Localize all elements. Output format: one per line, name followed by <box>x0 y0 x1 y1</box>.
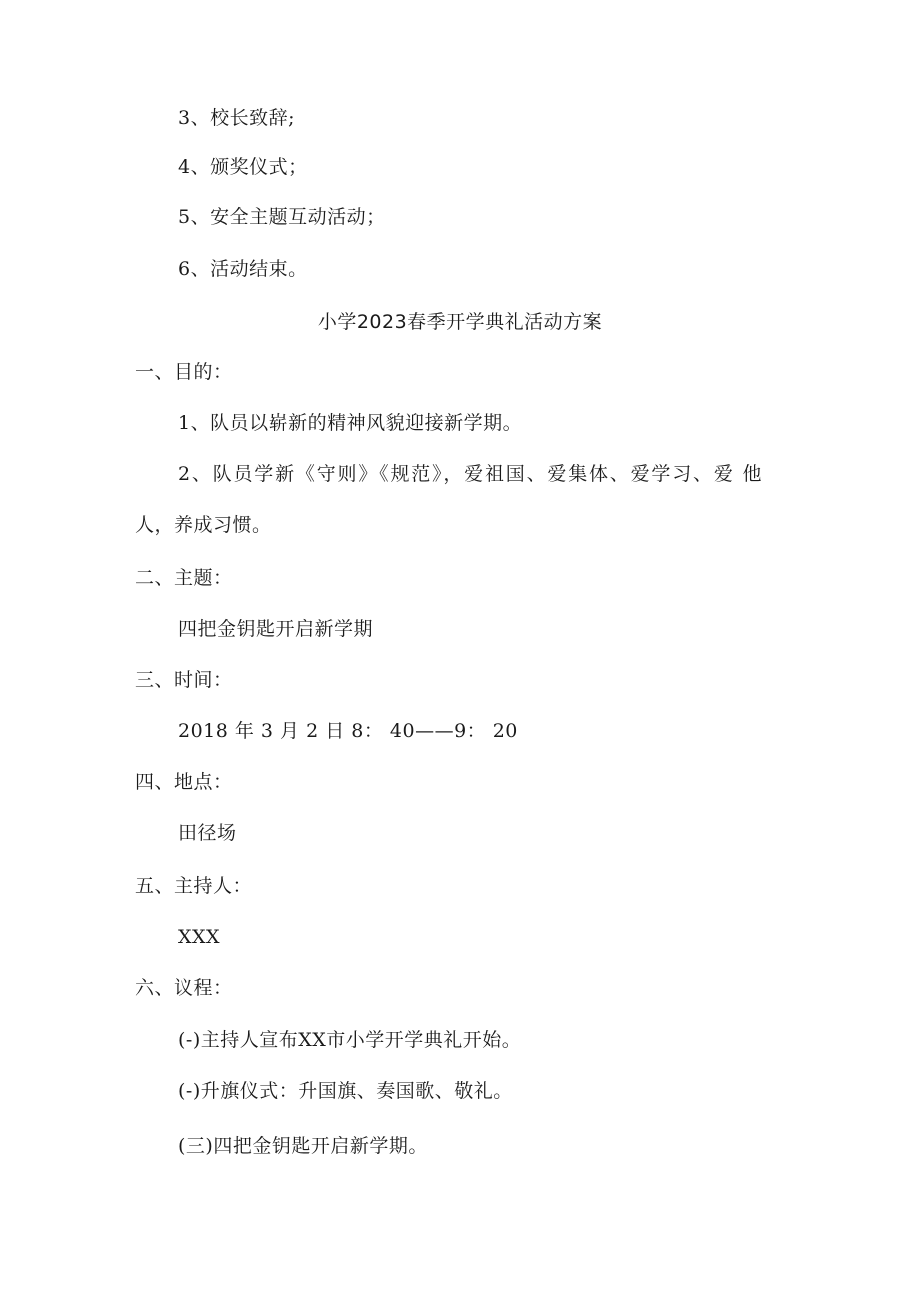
purpose-item-1: 1、队员以崭新的精神风貌迎接新学期。 <box>178 412 523 434</box>
theme-content: 四把金钥匙开启新学期 <box>178 618 374 640</box>
purpose-item-2-line-1: 2、队员学新《守则》《规范》，爱祖国、爱集体、爱学习、爱 他 <box>178 463 762 485</box>
section-theme-heading: 二、主题： <box>135 567 233 589</box>
previous-list-item-6: 6、活动结束。 <box>178 258 308 280</box>
previous-list-item-3: 3、校长致辞; <box>178 107 295 129</box>
section-place-heading: 四、地点： <box>135 771 233 793</box>
agenda-item-3: (三)四把金钥匙开启新学期。 <box>178 1135 428 1157</box>
place-content: 田径场 <box>178 822 237 844</box>
document-title: 小学2023春季开学典礼活动方案 <box>317 311 603 333</box>
section-host-heading: 五、主持人： <box>135 875 253 897</box>
previous-list-item-4: 4、颁奖仪式； <box>178 156 308 178</box>
section-time-heading: 三、时间： <box>135 669 233 691</box>
purpose-item-2-line-2: 人，养成习惯。 <box>135 514 272 536</box>
host-content: XXX <box>178 926 221 948</box>
time-content: 2018 年 3 月 2 日 8： 40——9： 20 <box>178 720 518 742</box>
agenda-item-1: (-)主持人宣布XX市小学开学典礼开始。 <box>178 1029 522 1051</box>
section-purpose-heading: 一、目的： <box>135 361 233 383</box>
section-agenda-heading: 六、议程： <box>135 977 233 999</box>
previous-list-item-5: 5、安全主题互动活动； <box>178 206 386 228</box>
agenda-item-2: (-)升旗仪式：升国旗、奏国歌、敬礼。 <box>178 1080 513 1102</box>
